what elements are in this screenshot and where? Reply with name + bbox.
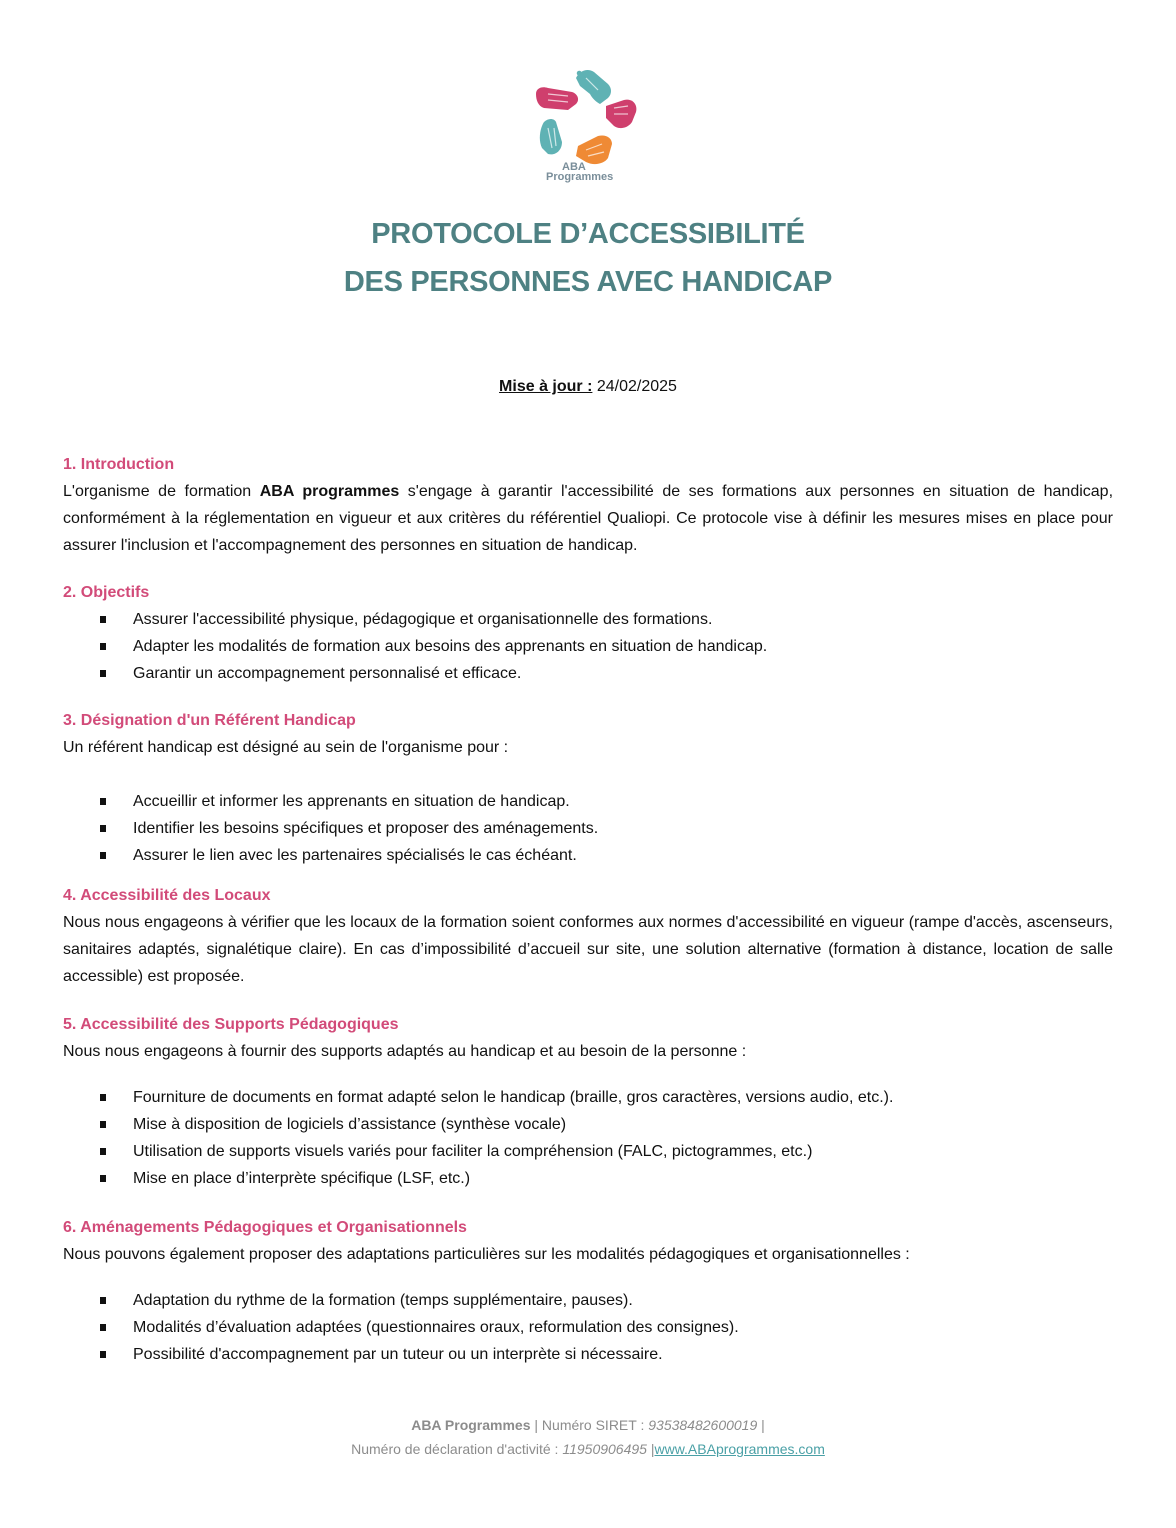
update-value: 24/02/2025	[596, 378, 677, 395]
section-intro: Nous nous engageons à fournir des supports adaptés au handicap et au besoin de la personne :	[63, 1043, 747, 1060]
paragraph-text: L'organisme de formation	[63, 483, 260, 500]
hands-star-icon	[528, 64, 652, 184]
document-title-line-1: PROTOCOLE D’ACCESSIBILITÉ	[371, 218, 805, 250]
organisation-name: ABA programmes	[259, 483, 400, 500]
list-item: Utilisation de supports visuels variés pour faciliter la compréhension (FALC, pictogrammes, etc.)	[63, 1138, 1113, 1165]
list-item: Fourniture de documents en format adapté selon le handicap (braille, gros caractères, versions audio, etc.).	[63, 1084, 1113, 1111]
bullet-list	[63, 1287, 1113, 1368]
section-accessibilite-locaux	[63, 882, 1113, 990]
footer-siret: 93538482600019	[648, 1417, 758, 1433]
svg-text:ABA: ABA	[562, 161, 586, 173]
list-item: Accueillir et informer les apprenants en situation de handicap.	[63, 788, 1113, 815]
footer-separator: |	[757, 1417, 765, 1433]
paragraph-text: s'engage à garantir l'accessibilité de ses formations aux personnes en situation de handicap, conformément à la réglementation en vigueur et aux critères du référentiel Qualiopi. Ce protocole vise à définir les mesures mises en place pour assurer l'inclusion et l'accompagnement des personnes en situation de handicap.	[63, 483, 1114, 554]
section-intro: Nous pouvons également proposer des adaptations particulières sur les modalités pédagogiques et organisationnelles :	[63, 1246, 910, 1263]
section-intro: Un référent handicap est désigné au sein de l'organisme pour :	[63, 739, 509, 756]
footer-declaration-label: Numéro de déclaration d'activité :	[351, 1441, 563, 1457]
aba-programmes-logo	[528, 64, 652, 184]
footer-line-2	[0, 1437, 1176, 1461]
footer-siret-label: | Numéro SIRET :	[530, 1417, 649, 1433]
footer-line-1	[0, 1413, 1176, 1437]
section-introduction	[63, 451, 1113, 559]
list-item: Adapter les modalités de formation aux besoins des apprenants en situation de handicap.	[63, 633, 1113, 660]
list-item: Garantir un accompagnement personnalisé et efficace.	[63, 660, 1113, 687]
footer-declaration-number: 11950906495	[562, 1441, 647, 1457]
list-item: Assurer l'accessibilité physique, pédagogique et organisationnelle des formations.	[63, 606, 1113, 633]
bullet-list	[63, 1084, 1113, 1192]
list-item: Mise en place d’interprète spécifique (LSF, etc.)	[63, 1165, 1113, 1192]
section-paragraph	[63, 478, 1113, 559]
list-item: Adaptation du rythme de la formation (temps supplémentaire, pauses).	[63, 1287, 1113, 1314]
section-heading: 5. Accessibilité des Supports Pédagogiques	[63, 1016, 399, 1033]
list-item: Identifier les besoins spécifiques et proposer des aménagements.	[63, 815, 1113, 842]
section-supports-pedagogiques	[63, 1011, 1113, 1192]
bullet-list	[63, 606, 1113, 687]
svg-text:Programmes: Programmes	[546, 171, 614, 183]
section-heading: 3. Désignation d'un Référent Handicap	[63, 712, 356, 729]
website-link[interactable]: www.ABAprogrammes.com	[654, 1441, 825, 1457]
section-referent-handicap	[63, 707, 1113, 869]
section-paragraph: Nous nous engageons à vérifier que les locaux de la formation soient conformes aux normes d'accessibilité en vigueur (rampe d'accès, ascenseurs, sanitaires adaptés, signalétique claire). En cas d’impossibilité d’accueil sur site, une solution alternative (formation à distance, location de salle accessible) est proposée.	[63, 914, 1113, 985]
section-heading: 4. Accessibilité des Locaux	[63, 887, 271, 904]
section-objectifs	[63, 579, 1113, 687]
update-date	[0, 378, 1176, 396]
bullet-list	[63, 788, 1113, 869]
list-item: Assurer le lien avec les partenaires spécialisés le cas échéant.	[63, 842, 1113, 869]
list-item: Mise à disposition de logiciels d’assistance (synthèse vocale)	[63, 1111, 1113, 1138]
section-heading: 2. Objectifs	[63, 584, 150, 601]
list-item: Possibilité d'accompagnement par un tuteur ou un interprète si nécessaire.	[63, 1341, 1113, 1368]
section-amenagements	[63, 1214, 1113, 1368]
section-heading: 6. Aménagements Pédagogiques et Organisationnels	[63, 1219, 467, 1236]
page-footer	[0, 1413, 1176, 1461]
footer-separator: |	[646, 1441, 655, 1457]
footer-company: ABA Programmes	[411, 1417, 531, 1433]
document-title-line-2: DES PERSONNES AVEC HANDICAP	[343, 266, 833, 298]
section-heading: 1. Introduction	[63, 456, 175, 473]
update-label: Mise à jour :	[499, 378, 593, 395]
list-item: Modalités d’évaluation adaptées (questionnaires oraux, reformulation des consignes).	[63, 1314, 1113, 1341]
